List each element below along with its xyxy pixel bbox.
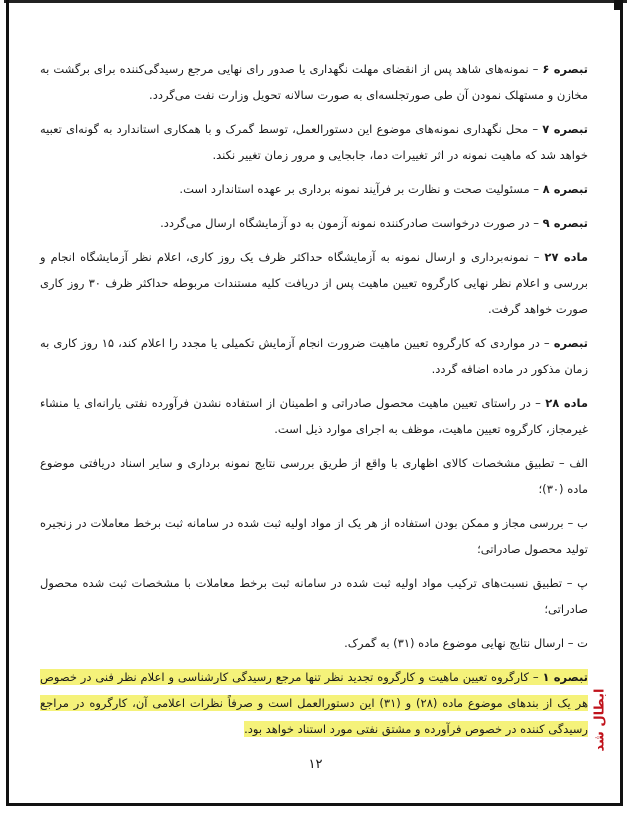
void-stamp: ابطال شد: [592, 688, 608, 752]
article-28-text: – در راستای تعیین ماهیت محصول صادراتی و اطمینان از استفاده نشدن فرآورده نفتی یارانه‌ای یا منشاء غیرمجاز، کارگروه تعیین ماهیت، موظف به اجرای موارد ذیل است.: [40, 396, 588, 436]
note-7-label: تبصره ۷: [542, 122, 588, 136]
clause-be-text: ب – بررسی مجاز و ممکن بودن استفاده از هر یک از مواد اولیه ثبت شده در سامانه ثبت برخط معاملات در زنجیره تولید محصول صادراتی؛: [40, 516, 588, 556]
article-27-note: [40, 330, 588, 382]
clause-alef-text: الف – تطبیق مشخصات کالای اظهاری با واقع از طریق بررسی نتایج نمونه برداری و سایر اسناد دریافتی موضوع ماده (۳۰)؛: [40, 456, 588, 496]
note-7-text: – محل نگهداری نمونه‌های موضوع این دستورالعمل، توسط گمرک و با همکاری استاندارد به گونه‌ای تعبیه خواهد شد که ماهیت نمونه در اثر تغییرات دما، جابجایی و مرور زمان تغییر نکند.: [40, 122, 588, 162]
highlighted-note-1-text: – کارگروه تعیین ماهیت و کارگروه تجدید نظر تنها مرجع رسیدگی کارشناسی و اعلام نظر فنی در خصوص هر یک از بندهای موضوع ماده (۲۸) و (۳۱) این دستورالعمل است و صرفاً نظرات اعلامی آن، کارگروه در مراجع رسیدگی کننده در خصوص فرآورده و مشتق نفتی مورد استناد خواهد بود.: [40, 670, 589, 736]
page-number: ۱۲: [308, 757, 323, 772]
article-27-text: – نمونه‌برداری و ارسال نمونه به آزمایشگاه حداکثر ظرف یک روز کاری، اعلام نظر آزمایشگاه انجام و بررسی و اعلام نظر نهایی کارگروه تعیین ماهیت پس از دریافت کلیه مستندات مربوطه حداکثر ظرف ۳۰ روز کاری صورت خواهد گرفت.: [40, 250, 588, 316]
note-9-text: – در صورت درخواست صادرکننده نمونه آزمون به دو آزمایشگاه ارسال می‌گردد.: [160, 216, 543, 230]
clause-pe-text: پ – تطبیق نسبت‌های ترکیب مواد اولیه ثبت شده در سامانه ثبت برخط معاملات با مشخصات ثبت شده محصول صادراتی؛: [40, 576, 588, 616]
note-8-label: تبصره ۸: [542, 182, 588, 196]
note-6-label: تبصره ۶: [542, 62, 588, 76]
note-9: [40, 210, 588, 236]
note-6: [40, 56, 588, 108]
note-7: [40, 116, 588, 168]
clause-pe: [40, 570, 588, 622]
article-28: [40, 390, 588, 442]
article-27-note-label: تبصره: [553, 336, 588, 350]
highlighted-note-1: [40, 664, 588, 742]
highlighted-note-1-label: تبصره ۱: [542, 670, 588, 684]
corner-mark: [614, 0, 621, 10]
note-8: [40, 176, 588, 202]
article-27-label: ماده ۲۷: [544, 250, 588, 264]
clause-alef: [40, 450, 588, 502]
clause-te-text: ت – ارسال نتایج نهایی موضوع ماده (۳۱) به گمرک.: [344, 636, 588, 650]
note-8-text: – مسئولیت صحت و نظارت بر فرآیند نمونه برداری بر عهده استاندارد است.: [179, 182, 543, 196]
article-28-label: ماده ۲۸: [545, 396, 588, 410]
note-9-label: تبصره ۹: [542, 216, 588, 230]
clause-te: [40, 630, 588, 656]
note-6-text: – نمونه‌های شاهد پس از انقضای مهلت نگهداری یا صدور رای نهایی مرجع رسیدگی‌کننده برای برگشت به مخازن و مستهلک نمودن آن طی صورتجلسه‌ای به صورت سالانه تحویل وزارت نفت می‌گردد.: [40, 62, 588, 102]
article-27-note-text: – در مواردی که کارگروه تعیین ماهیت ضرورت انجام آزمایش تکمیلی یا مجدد را اعلام کند، ۱۵ روز کاری به زمان مذکور در ماده اضافه گردد.: [40, 336, 588, 376]
document-body: [40, 56, 588, 750]
article-27: [40, 244, 588, 322]
clause-be: [40, 510, 588, 562]
